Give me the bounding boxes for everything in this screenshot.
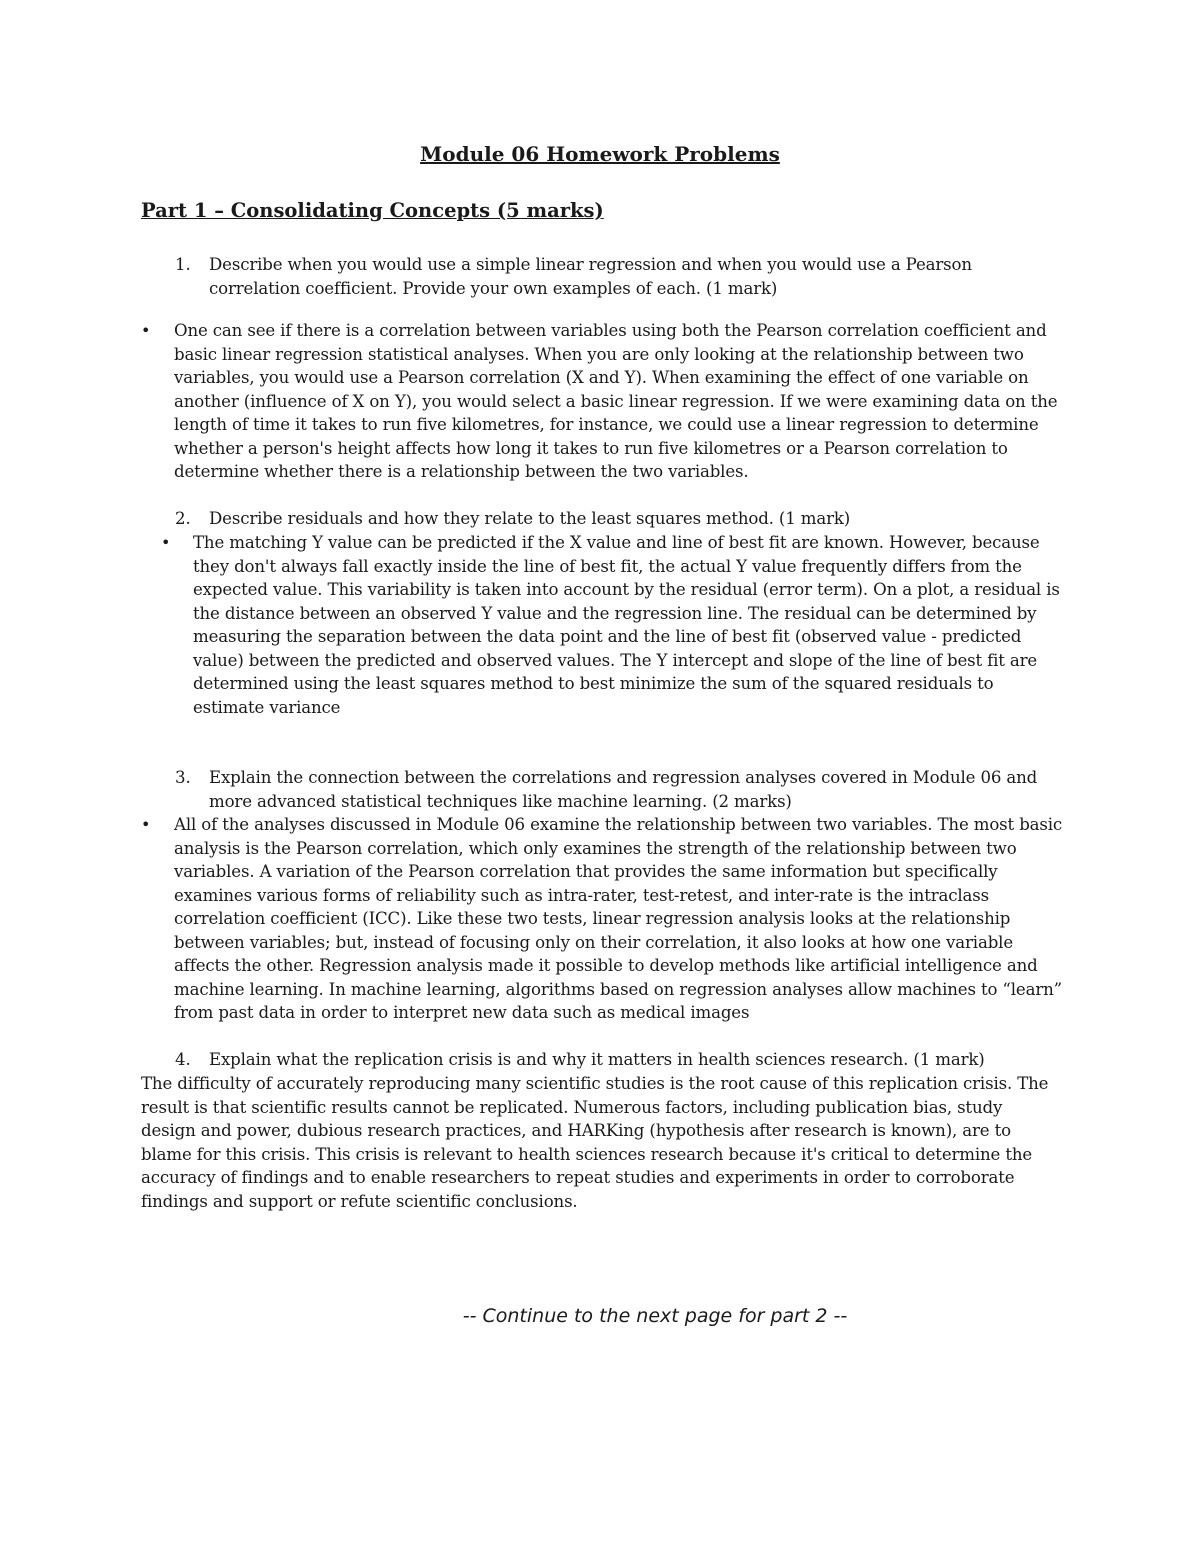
question-text: Describe residuals and how they relate to the least squares method. (1 mark): [209, 509, 851, 528]
question-number: 1.: [175, 255, 191, 274]
page-title: Module 06 Homework Problems: [420, 142, 780, 166]
question-text: Explain the connection between the correlations and regression analyses covered in Module 06 and more advanced statistical techniques like machine learning. (2 marks): [209, 768, 1038, 811]
part-heading: Part 1 – Consolidating Concepts (5 marks): [141, 199, 604, 222]
footer-note: -- Continue to the next page for part 2 --: [462, 1305, 848, 1327]
bullet-icon: •: [161, 533, 171, 552]
question-text: Describe when you would use a simple linear regression and when you would use a Pearson correlation coefficient. Provide your own examples of each. (1 mark): [209, 255, 972, 298]
question-text: Explain what the replication crisis is and why it matters in health sciences research. (1 mark): [209, 1050, 985, 1069]
answer-text: One can see if there is a correlation between variables using both the Pearson correlation coefficient and basic linear regression statistical analyses. When you are only looking at the relationship between two variables, you would use a Pearson correlation (X and Y). When examining the effect of one variable on another (influence of X on Y), you would select a basic linear regression. If we were examining data on the length of time it takes to run five kilometres, for instance, we could use a linear regression to determine whether a person's height affects how long it takes to run five kilometres or a Pearson correlation to determine whether there is a relationship between the two variables.: [174, 321, 1058, 481]
bullet-icon: •: [141, 321, 151, 340]
answer-text: The matching Y value can be predicted if the X value and line of best fit are known. However, because they don't always fall exactly inside the line of best fit, the actual Y value frequently differs from the expected value. This variability is taken into account by the residual (error term). On a plot, a residual is the distance between an observed Y value and the regression line. The residual can be determined by measuring the separation between the data point and the line of best fit (observed value - predicted value) between the predicted and observed values. The Y intercept and slope of the line of best fit are determined using the least squares method to best minimize the sum of the squared residuals to estimate variance: [193, 533, 1060, 717]
answer-text: The difficulty of accurately reproducing many scientific studies is the root cause of this replication crisis. The result is that scientific results cannot be replicated. Numerous factors, including publication bias, study design and power, dubious research practices, and HARKing (hypothesis after research is known), are to blame for this crisis. This crisis is relevant to health sciences research because it's critical to determine the accuracy of findings and to enable researchers to repeat studies and experiments in order to corroborate findings and support or refute scientific conclusions.: [141, 1074, 1049, 1211]
bullet-icon: •: [141, 815, 151, 834]
question-number: 2.: [175, 509, 191, 528]
answer-text: All of the analyses discussed in Module 06 examine the relationship between two variables. The most basic analysis is the Pearson correlation, which only examines the strength of the relationship between two variables. A variation of the Pearson correlation that provides the same information but specifically examines various forms of reliability such as intra-rater, test-retest, and inter-rate is the intraclass correlation coefficient (ICC). Like these two tests, linear regression analysis looks at the relationship between variables; but, instead of focusing only on their correlation, it also looks at how one variable affects the other. Regression analysis made it possible to develop methods like artificial intelligence and machine learning. In machine learning, algorithms based on regression analyses allow machines to “learn” from past data in order to interpret new data such as medical images: [174, 815, 1063, 1022]
question-number: 4.: [175, 1050, 191, 1069]
question-number: 3.: [175, 768, 191, 787]
